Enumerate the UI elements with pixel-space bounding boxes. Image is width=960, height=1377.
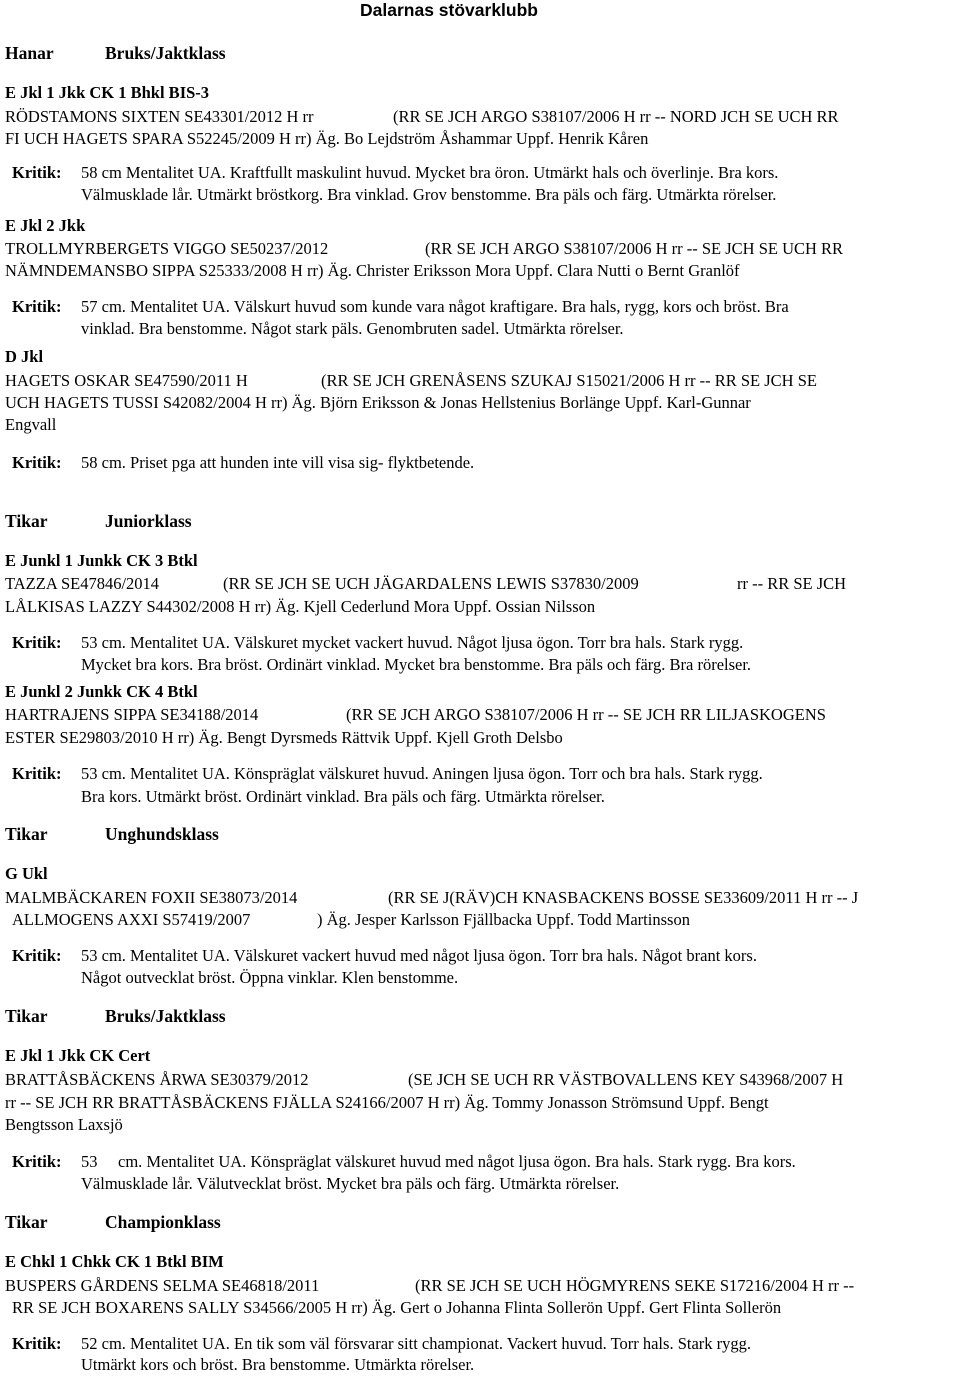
entry-award: G Ukl: [5, 864, 48, 883]
pedigree-line: (RR SE JCH ARGO S38107/2006 H rr -- SE JCH RR LILJASKOGENS: [346, 705, 826, 724]
page-title: Dalarnas stövarklubb: [360, 0, 538, 20]
kritik-text: 53 cm. Mentalitet UA. Välskuret vackert huvud med något ljusa ögon. Torr bra hals. Något brant kors.: [81, 946, 757, 965]
section-gender-tikar: Tikar: [5, 1212, 48, 1232]
entry-award: E Jkl 2 Jkk: [5, 216, 86, 235]
section-class-championklass: Championklass: [105, 1212, 221, 1232]
kritik-text: Välmusklade lår. Utmärkt bröstkorg. Bra vinklad. Grov benstomme. Bra päls och färg. Utmärkta rörelser.: [81, 185, 777, 204]
kritik-text: 58 cm. Priset pga att hunden inte vill visa sig- flyktbetende.: [81, 453, 475, 472]
entry-award: D Jkl: [5, 347, 44, 366]
pedigree-owner-line: FI UCH HAGETS SPARA S52245/2009 H rr) Äg. Bo Lejdström Åshammar Uppf. Henrik Kåren: [5, 129, 649, 148]
section-class-unghundsklass: Unghundsklass: [105, 824, 219, 844]
section-gender-hanar: Hanar: [5, 43, 54, 63]
kritik-text: Välmusklade lår. Välutvecklat bröst. Mycket bra päls och färg. Utmärkta rörelser.: [81, 1174, 620, 1193]
section-gender-tikar: Tikar: [5, 824, 48, 844]
entry-award: E Jkl 1 Jkk CK 1 Bhkl BIS-3: [5, 83, 210, 102]
kritik-text: 52 cm. Mentalitet UA. En tik som väl försvarar sitt championat. Vackert huvud. Torr hals. Stark rygg.: [81, 1334, 752, 1353]
breeder-line: Engvall: [5, 415, 57, 434]
section-class-bruks-jaktklass: Bruks/Jaktklass: [105, 1006, 226, 1026]
pedigree-line: (RR SE JCH ARGO S38107/2006 H rr -- NORD JCH SE UCH RR: [393, 107, 839, 126]
pedigree-line: (RR SE JCH GRENÅSENS SZUKAJ S15021/2006 H rr -- RR SE JCH SE: [321, 371, 817, 390]
entry-award: E Junkl 1 Junkk CK 3 Btkl: [5, 551, 198, 570]
kritik-label: Kritik:: [12, 453, 62, 472]
pedigree-owner-line: UCH HAGETS TUSSI S42082/2004 H rr) Äg. Björn Eriksson & Jonas Hellstenius Borlänge Uppf. Karl-Gunnar: [5, 393, 751, 412]
kritik-height: 53: [81, 1152, 98, 1171]
dog-name-line: MALMBÄCKAREN FOXII SE38073/2014: [5, 888, 298, 907]
dog-name-line: RÖDSTAMONS SIXTEN SE43301/2012 H rr: [5, 107, 314, 126]
kritik-text: Bra kors. Utmärkt bröst. Ordinärt vinklad. Bra päls och färg. Utmärkta rörelser.: [81, 787, 605, 806]
dog-name-line: HAGETS OSKAR SE47590/2011 H: [5, 371, 248, 390]
kritik-text: Utmärkt kors och bröst. Bra benstomme. Utmärkta rörelser.: [81, 1355, 475, 1374]
pedigree-owner-line: NÄMNDEMANSBO SIPPA S25333/2008 H rr) Äg. Christer Eriksson Mora Uppf. Clara Nutti o Bernt Granlöf: [5, 261, 740, 280]
pedigree-line: rr -- RR SE JCH: [737, 574, 847, 593]
pedigree-line: (RR SE JCH SE UCH HÖGMYRENS SEKE S17216/2004 H rr --: [415, 1276, 855, 1295]
kritik-text: Något outvecklat bröst. Öppna vinklar. Klen benstomme.: [81, 968, 459, 987]
pedigree-owner-line: LÅLKISAS LAZZY S44302/2008 H rr) Äg. Kjell Cederlund Mora Uppf. Ossian Nilsson: [5, 597, 596, 616]
entry-award: E Chkl 1 Chkk CK 1 Btkl BIM: [5, 1252, 224, 1271]
kritik-label: Kritik:: [12, 163, 62, 182]
kritik-label: Kritik:: [12, 946, 62, 965]
kritik-text: cm. Mentalitet UA. Könspräglat välskuret huvud med något ljusa ögon. Bra hals. Stark rygg. Bra kors.: [118, 1152, 796, 1171]
section-class-juniorklass: Juniorklass: [105, 511, 192, 531]
section-class-bruks-jaktklass: Bruks/Jaktklass: [105, 43, 226, 63]
kritik-text: Mycket bra kors. Bra bröst. Ordinärt vinklad. Mycket bra benstomme. Bra päls och färg. Bra rörelser.: [81, 655, 752, 674]
pedigree-line: (RR SE JCH ARGO S38107/2006 H rr -- SE JCH SE UCH RR: [425, 239, 844, 258]
kritik-label: Kritik:: [12, 297, 62, 316]
kritik-label: Kritik:: [12, 1334, 62, 1353]
dog-name-line: TAZZA SE47846/2014: [5, 574, 160, 593]
pedigree-line: (RR SE JCH SE UCH JÄGARDALENS LEWIS S37830/2009: [223, 574, 639, 593]
dog-name-line: BUSPERS GÅRDENS SELMA SE46818/2011: [5, 1276, 320, 1295]
dog-name-line: BRATTÅSBÄCKENS ÅRWA SE30379/2012: [5, 1070, 309, 1089]
entry-award: E Junkl 2 Junkk CK 4 Btkl: [5, 682, 198, 701]
kritik-label: Kritik:: [12, 764, 62, 783]
pedigree-owner-line: RR SE JCH BOXARENS SALLY S34566/2005 H rr) Äg. Gert o Johanna Flinta Sollerön Uppf. Gert Flinta Sollerön: [12, 1298, 782, 1317]
pedigree-owner-line: ESTER SE29803/2010 H rr) Äg. Bengt Dyrsmeds Rättvik Uppf. Kjell Groth Delsbo: [5, 728, 563, 747]
kritik-label: Kritik:: [12, 1152, 62, 1171]
section-gender-tikar: Tikar: [5, 1006, 48, 1026]
kritik-text: 57 cm. Mentalitet UA. Välskurt huvud som kunde vara något kraftigare. Bra hals, rygg, kors och bröst. Bra: [81, 297, 789, 316]
pedigree-owner-line: rr -- SE JCH RR BRATTÅSBÄCKENS FJÄLLA S24166/2007 H rr) Äg. Tommy Jonasson Strömsund Uppf. Bengt: [5, 1093, 769, 1112]
pedigree-line: ALLMOGENS AXXI S57419/2007: [12, 910, 251, 929]
pedigree-line: (RR SE J(RÄV)CH KNASBACKENS BOSSE SE33609/2011 H rr -- J: [388, 888, 859, 907]
breeder-line: Bengtsson Laxsjö: [5, 1115, 123, 1134]
entry-award: E Jkl 1 Jkk CK Cert: [5, 1046, 151, 1065]
dog-name-line: HARTRAJENS SIPPA SE34188/2014: [5, 705, 259, 724]
kritik-label: Kritik:: [12, 633, 62, 652]
kritik-text: vinklad. Bra benstomme. Något stark päls. Genombruten sadel. Utmärkta rörelser.: [81, 319, 624, 338]
kritik-text: 53 cm. Mentalitet UA. Välskuret mycket vackert huvud. Något ljusa ögon. Torr bra hals. Stark rygg.: [81, 633, 744, 652]
kritik-text: 58 cm Mentalitet UA. Kraftfullt maskulint huvud. Mycket bra öron. Utmärkt hals och överlinje. Bra kors.: [81, 163, 779, 182]
kritik-text: 53 cm. Mentalitet UA. Könspräglat välskuret huvud. Aningen ljusa ögon. Torr och bra hals. Stark rygg.: [81, 764, 763, 783]
dog-name-line: TROLLMYRBERGETS VIGGO SE50237/2012: [5, 239, 329, 258]
owner-line: ) Äg. Jesper Karlsson Fjällbacka Uppf. Todd Martinsson: [317, 910, 690, 929]
section-gender-tikar: Tikar: [5, 511, 48, 531]
pedigree-line: (SE JCH SE UCH RR VÄSTBOVALLENS KEY S43968/2007 H: [408, 1070, 844, 1089]
